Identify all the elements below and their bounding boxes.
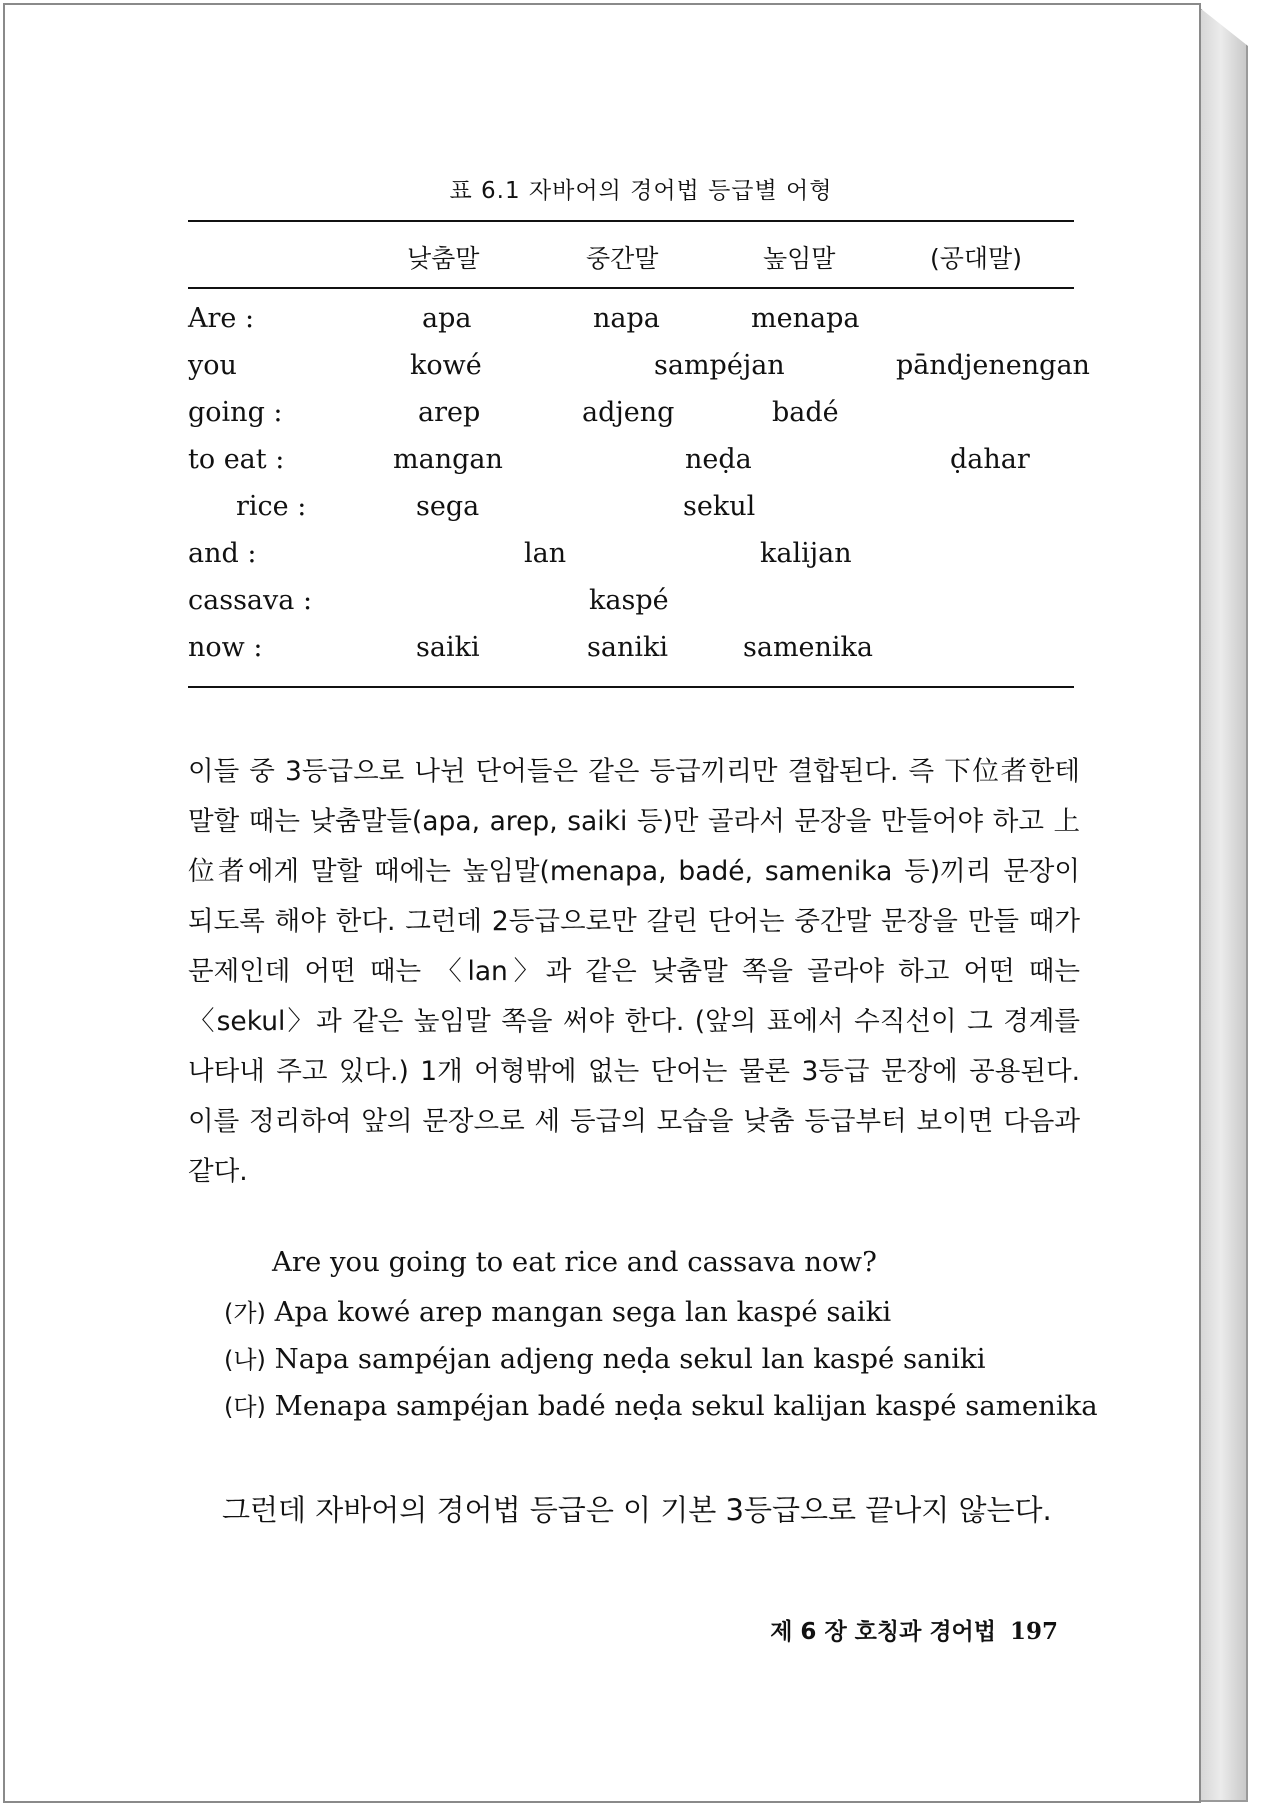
example-mark: (가) bbox=[224, 1299, 266, 1327]
table-cell: sekul bbox=[683, 491, 756, 522]
example-item bbox=[224, 1293, 891, 1328]
table-cell: napa bbox=[593, 303, 660, 334]
table-cell: mangan bbox=[393, 444, 503, 475]
example-item bbox=[224, 1340, 986, 1375]
table-cell: kaspé bbox=[589, 585, 669, 616]
header-high: 높임말 bbox=[763, 244, 836, 273]
table-cell: saniki bbox=[587, 632, 668, 663]
table-cell: sampéjan bbox=[654, 350, 785, 381]
table-cell: saiki bbox=[416, 632, 480, 663]
row-label: rice : bbox=[236, 491, 307, 522]
example-text: Apa kowé arep mangan sega lan kaspé saiki bbox=[274, 1296, 892, 1328]
table-cell: menapa bbox=[751, 303, 860, 334]
table-cell: lan bbox=[524, 538, 567, 569]
table-cell: pāndjenengan bbox=[896, 350, 1090, 381]
table-caption: 표 6.1 자바어의 경어법 등급별 어형 bbox=[449, 178, 833, 204]
row-label: to eat : bbox=[188, 444, 285, 475]
example-text: Menapa sampéjan badé neḍa sekul kalijan kaspé samenika bbox=[274, 1390, 1098, 1422]
table-cell: samenika bbox=[743, 632, 874, 663]
header-middle: 중간말 bbox=[586, 244, 659, 273]
table-cell: sega bbox=[416, 491, 480, 522]
table-cell: neḍa bbox=[685, 444, 752, 475]
example-item bbox=[224, 1387, 1098, 1422]
row-label: cassava : bbox=[188, 585, 313, 616]
page-edge bbox=[1200, 8, 1248, 1802]
header-honorific: (공대말) bbox=[930, 244, 1022, 273]
table-cell: kalijan bbox=[760, 538, 852, 569]
row-label: Are : bbox=[188, 303, 255, 334]
table-header-rule bbox=[188, 287, 1074, 289]
table-cell: arep bbox=[418, 397, 481, 428]
row-label: you bbox=[188, 350, 237, 381]
row-label: going : bbox=[188, 397, 283, 428]
example-text: Napa sampéjan adjeng neḍa sekul lan kaspé saniki bbox=[274, 1343, 986, 1375]
table-cell: kowé bbox=[410, 350, 482, 381]
row-label: now : bbox=[188, 632, 263, 663]
table-cell: apa bbox=[422, 303, 472, 334]
table-cell: badé bbox=[772, 397, 839, 428]
closing-sentence: 그런데 자바어의 경어법 등급은 이 기본 3등급으로 끝나지 않는다. bbox=[222, 1493, 1052, 1527]
page-footer bbox=[770, 1613, 1058, 1646]
example-mark: (나) bbox=[224, 1346, 266, 1374]
body-paragraph: 이들 중 3등급으로 나뉜 단어들은 같은 등급끼리만 결합된다. 즉 下位者한테 말할 때는 낮춤말들(apa, arep, saiki 등)만 골라서 문장을 만들어야 하고 上位者에게 말할 때에는 높임말(menapa, badé, samenika 등)끼리 문장이 되도록 해야 한다. 그런데 2등급으로만 갈린 단어는 중간말 문장을 만들 때가 문제인데 어떤 때는 〈lan〉과 같은 낮춤말 쪽을 골라야 하고 어떤 때는 〈sekul〉과 같은 높임말 쪽을 써야 한다. (앞의 표에서 수직선이 그 경계를 나타내 주고 있다.) 1개 어형밖에 없는 단어는 물론 3등급 문장에 공용된다. 이를 정리하여 앞의 문장으로 세 등급의 모습을 낮춤 등급부터 보이면 다음과 같다. bbox=[188, 756, 1080, 1187]
chapter-title: 제 6 장 호칭과 경어법 bbox=[770, 1619, 996, 1645]
table-cell: adjeng bbox=[582, 397, 675, 428]
table-bottom-rule bbox=[188, 686, 1074, 688]
page-number: 197 bbox=[1009, 1618, 1058, 1645]
header-low: 낮춤말 bbox=[407, 244, 480, 273]
table-cell: ḍahar bbox=[950, 444, 1030, 475]
example-mark: (다) bbox=[224, 1393, 266, 1421]
table-top-rule bbox=[188, 220, 1074, 222]
row-label: and : bbox=[188, 538, 257, 569]
example-english: Are you going to eat rice and cassava now? bbox=[272, 1246, 877, 1278]
